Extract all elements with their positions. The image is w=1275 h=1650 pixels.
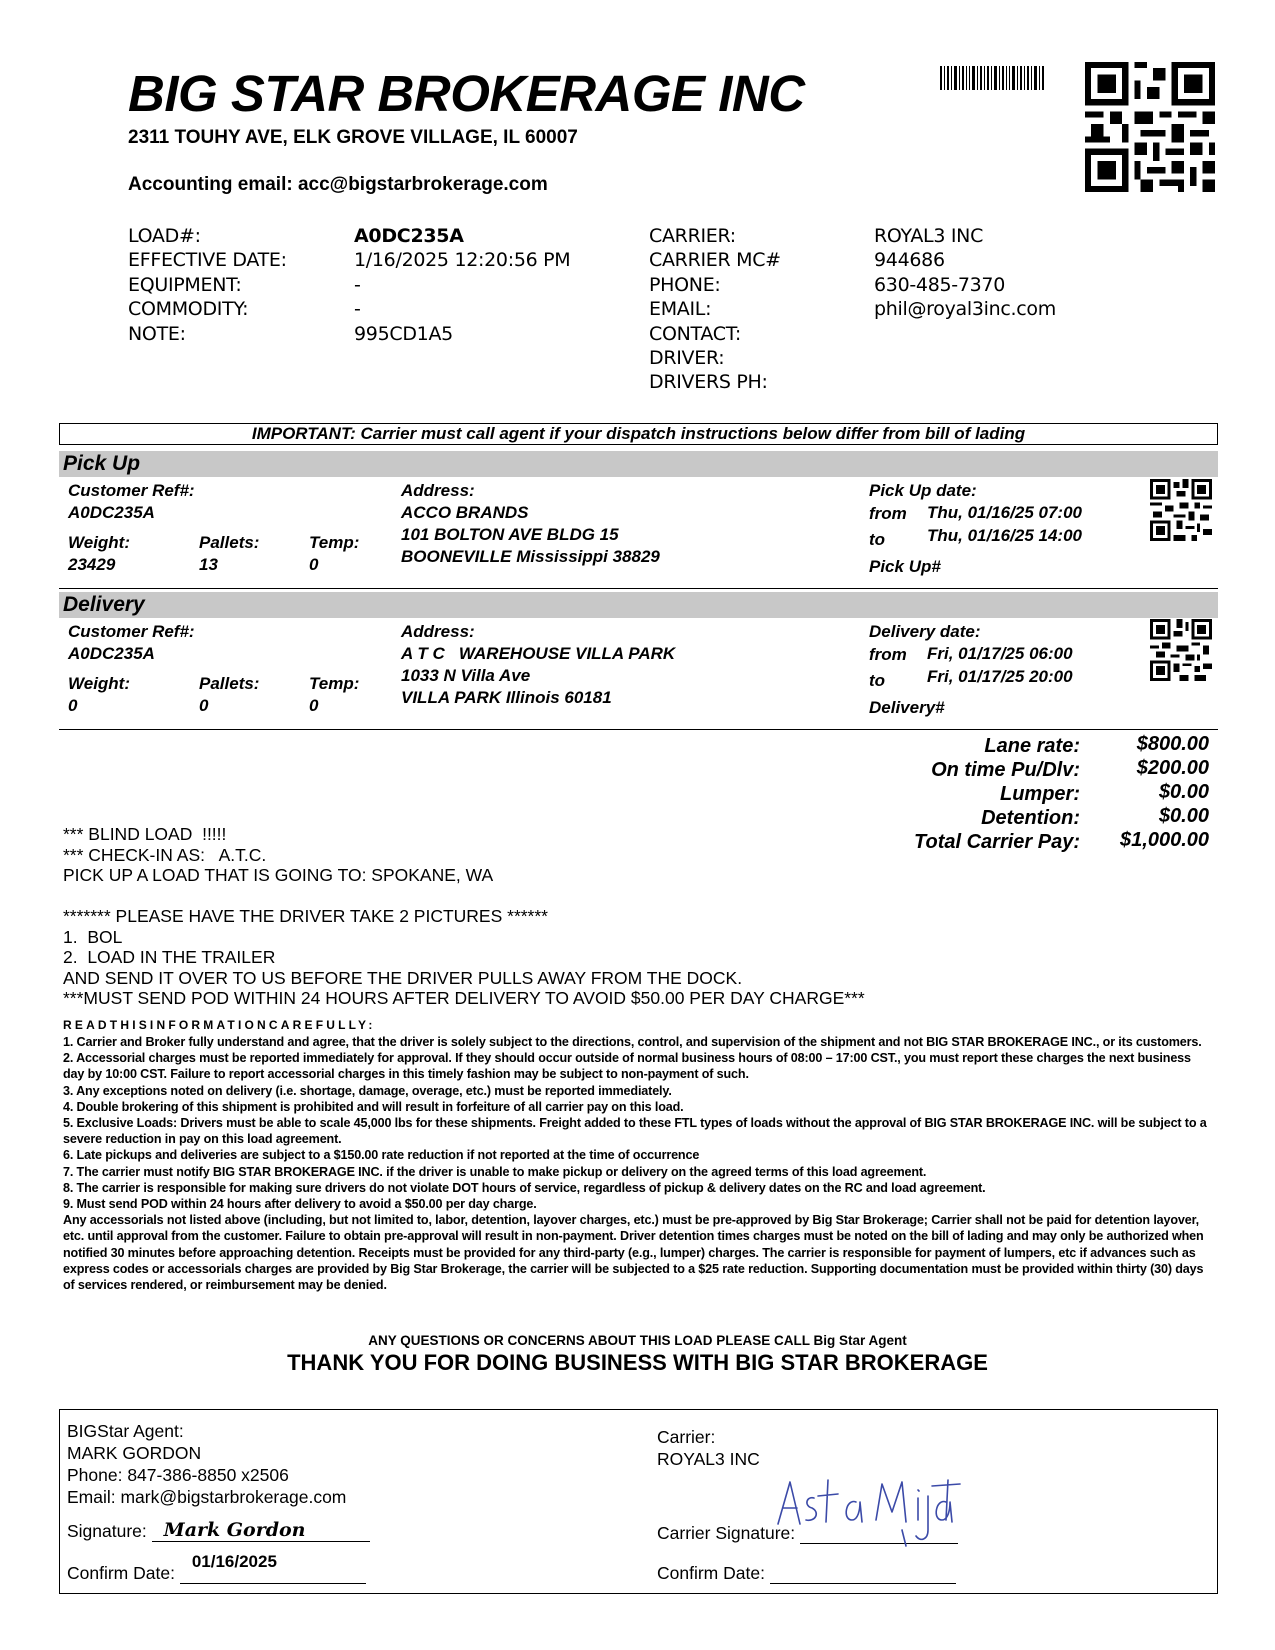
- dispatch-instructions: *** BLIND LOAD !!!!! *** CHECK-IN AS: A.T.C. PICK UP A LOAD THAT IS GOING TO: SPOKANE, WA ******* PLEASE HAVE THE DRIVER TAKE 2 PICTURES ****** 1. BOL 2. LOAD IN THE TRAILER AND SEND IT OVER TO US BEFORE THE DRIVER PULLS AWAY FROM THE DOCK. ***MUST SEND POD WITHIN 24 HOURS AFTER DELIVERY TO AVOID $50.00 PER DAY CHARGE***: [63, 824, 865, 1008]
- total-pay-label: Total Carrier Pay:: [914, 831, 1080, 853]
- on-time-label: On time Pu/Dlv:: [931, 759, 1080, 781]
- carrier-sig-name: ROYAL3 INC: [657, 1449, 760, 1469]
- delivery-address-line: VILLA PARK Illinois 60181: [401, 688, 612, 707]
- pickup-cust-ref-label: Customer Ref#:: [68, 481, 195, 500]
- driver-label: DRIVER:: [649, 346, 725, 369]
- term-item: 1. Carrier and Broker fully understand and agree, that the driver is solely subject to the directions, control, and supervision of the shipment and not BIG STAR BROKERAGE INC., or its customers.: [63, 1035, 1202, 1049]
- carrier-mc-label: CARRIER MC#: [649, 249, 781, 272]
- carrier-confirm-label: Confirm Date:: [657, 1563, 765, 1583]
- pickup-cust-ref: A0DC235A: [68, 503, 155, 522]
- effective-date-label: EFFECTIVE DATE:: [128, 249, 287, 272]
- lane-rate-value: $800.00: [1136, 733, 1209, 755]
- lumper-value: $0.00: [1158, 781, 1209, 803]
- term-item: 9. Must send POD within 24 hours after delivery to avoid a $50.00 per day charge.: [63, 1197, 537, 1212]
- questions-note: ANY QUESTIONS OR CONCERNS ABOUT THIS LOAD PLEASE CALL Big Star Agent: [368, 1333, 907, 1348]
- agent-name: MARK GORDON: [67, 1443, 202, 1463]
- carrier-name: ROYAL3 INC: [874, 225, 984, 247]
- carrier-info-values: [874, 224, 1056, 395]
- term-item: 5. Exclusive Loads: Drivers must be able to scale 45,000 lbs for these shipments. Freight added to these FTL types of loads without the approval of BIG STAR BROKERAGE INC. will be subject to a severe reduction in pay on this load agreement.: [63, 1116, 1207, 1147]
- carrier-handwritten-signature: [772, 1472, 962, 1548]
- on-time-value: $200.00: [1136, 757, 1209, 779]
- delivery-weight-label: Weight:: [68, 674, 131, 693]
- term-item: 6. Late pickups and deliveries are subject to a $150.00 rate reduction if not reported at the time of occurrence: [63, 1148, 700, 1163]
- agent-email: Email: mark@bigstarbrokerage.com: [67, 1487, 347, 1507]
- phone-label: PHONE:: [649, 273, 721, 296]
- delivery-from: Fri, 01/17/25 06:00: [927, 644, 1073, 663]
- agent-confirm-date: 01/16/2025: [191, 1552, 277, 1571]
- pickup-section-header: Pick Up: [59, 451, 1218, 477]
- delivery-date-label: Delivery date:: [869, 622, 981, 641]
- term-item: 8. The carrier is responsible for making sure drivers do not violate DOT hours of service, regardless of pickup & delivery dates on the RC and load agreement.: [63, 1180, 986, 1195]
- carrier-confirm-line[interactable]: [770, 1563, 956, 1584]
- equipment-label: EQUIPMENT:: [128, 273, 242, 296]
- rates-labels: [840, 734, 1080, 854]
- total-pay-value: $1,000.00: [1120, 829, 1209, 851]
- delivery-qr-code-icon: [1150, 619, 1212, 681]
- delivery-pallets-label: Pallets:: [199, 674, 260, 693]
- delivery-number-label: Delivery#: [869, 698, 945, 717]
- note-label: NOTE:: [128, 322, 186, 345]
- rates-values: [1085, 732, 1209, 852]
- email-label: EMAIL:: [649, 298, 712, 321]
- term-item: 2. Accessorial charges must be reported immediately for approval. If they should occur outside of normal business hours of 08:00 – 17:00 CST., you must report these charges the next business day by 10:00 CST. Failure to report accessorial charges in this timely fashion may be subject to non-payment of such.: [63, 1051, 1191, 1082]
- carrier-driver: [874, 346, 1056, 370]
- load-info-values: [354, 224, 570, 346]
- pickup-number-label: Pick Up#: [869, 557, 941, 576]
- lumper-label: Lumper:: [1000, 783, 1080, 805]
- pickup-weight: 23429: [68, 555, 116, 574]
- carrier-signature-label: Carrier Signature:: [657, 1523, 796, 1543]
- pickup-address-line: 101 BOLTON AVE BLDG 15: [401, 525, 619, 544]
- carrier-contact: [874, 322, 1056, 346]
- delivery-to: Fri, 01/17/25 20:00: [927, 667, 1073, 686]
- commodity-label: COMMODITY:: [128, 298, 249, 321]
- pickup-address-label: Address:: [401, 481, 475, 500]
- carrier-sig-label: Carrier:: [657, 1427, 716, 1447]
- pickup-from-label: from: [869, 504, 907, 523]
- thank-you-message: THANK YOU FOR DOING BUSINESS WITH BIG STAR BROKERAGE: [287, 1350, 988, 1375]
- pickup-pallets: 13: [199, 555, 218, 574]
- delivery-address-line: A T C WAREHOUSE VILLA PARK: [401, 644, 676, 663]
- pickup-temp: 0: [309, 555, 319, 574]
- delivery-address-line: 1033 N Villa Ave: [401, 666, 531, 685]
- pickup-temp-label: Temp:: [309, 533, 360, 552]
- term-item: 7. The carrier must notify BIG STAR BROKERAGE INC. if the driver is unable to make pickup or delivery on the agreed terms of this load agreement.: [63, 1164, 927, 1179]
- company-address: 2311 TOUHY AVE, ELK GROVE VILLAGE, IL 60007: [128, 127, 578, 148]
- delivery-from-label: from: [869, 645, 907, 664]
- agent-confirm-label: Confirm Date:: [67, 1563, 175, 1583]
- carrier-info-labels: [649, 224, 781, 395]
- delivery-temp: 0: [309, 696, 319, 715]
- effective-date: 1/16/2025 12:20:56 PM: [354, 249, 571, 272]
- carrier-mc: 944686: [874, 249, 945, 272]
- pickup-address-line: ACCO BRANDS: [401, 503, 529, 522]
- important-notice: IMPORTANT: Carrier must call agent if your dispatch instructions below differ from bill of lading: [59, 423, 1218, 445]
- pickup-weight-label: Weight:: [68, 533, 131, 552]
- equipment-value: -: [354, 273, 361, 296]
- qr-code-icon: [1085, 62, 1215, 192]
- term-item: 4. Double brokering of this shipment is prohibited and will result in forfeiture of all carrier pay on this load.: [63, 1099, 684, 1114]
- agent-signature-line[interactable]: [152, 1521, 370, 1542]
- agent-signature-label: Signature:: [67, 1521, 147, 1541]
- company-name: BIG STAR BROKERAGE INC: [128, 65, 805, 122]
- delivery-cust-ref: A0DC235A: [68, 644, 155, 663]
- carrier-confirm-row: [657, 1562, 956, 1584]
- agent-phone: Phone: 847-386-8850 x2506: [67, 1465, 289, 1485]
- pickup-date-label: Pick Up date:: [869, 481, 977, 500]
- lane-rate-label: Lane rate:: [984, 735, 1080, 757]
- agent-signature: Mark Gordon: [163, 1519, 306, 1541]
- delivery-weight: 0: [68, 696, 78, 715]
- contact-label: CONTACT:: [649, 322, 742, 345]
- delivery-section-header: Delivery: [59, 592, 1218, 618]
- pickup-address-line: BOONEVILLE Mississippi 38829: [401, 547, 660, 566]
- pickup-to-label: to: [869, 530, 886, 549]
- delivery-to-label: to: [869, 671, 886, 690]
- accounting-email: Accounting email: acc@bigstarbrokerage.com: [128, 174, 548, 195]
- agent-label: BIGStar Agent:: [67, 1421, 184, 1441]
- pickup-qr-code-icon: [1150, 479, 1212, 541]
- terms-heading: READTHISINFORMATIONCAREFULLY:: [63, 1018, 376, 1032]
- pickup-from: Thu, 01/16/25 07:00: [927, 503, 1082, 522]
- note-value: 995CD1A5: [354, 322, 453, 345]
- agent-block: [67, 1420, 346, 1508]
- section-divider: [59, 729, 1218, 730]
- carrier-phone: 630-485-7370: [874, 273, 1005, 296]
- section-divider: [59, 588, 1218, 589]
- load-label: LOAD#:: [128, 225, 201, 247]
- term-item: 3. Any exceptions noted on delivery (i.e. shortage, damage, overage, etc.) must be reported immediately.: [63, 1083, 672, 1098]
- detention-value: $0.00: [1158, 805, 1209, 827]
- delivery-address-label: Address:: [401, 622, 475, 641]
- pickup-pallets-label: Pallets:: [199, 533, 260, 552]
- term-item: Any accessorials not listed above (including, but not limited to, labor, detention, layover charges, etc.) must be pre-approved by Big Star Brokerage; Carrier shall not be paid for detention layover, etc. until approval from the customer. Failure to obtain pre-approval will result in non-payment. Driver detention times charges must be noted on the bill of lading and may only be authorized when notified 30 minutes before approaching detention. Receipts must be provided for any third-party (e.g., lumper) charges. The carrier is responsible for payment of lumpers, etc if advances such as express codes or accessorials charges are provided by Big Star Brokerage, the carrier will be subjected to a $25 rate reduction. Supporting documentation must be provided within thirty (30) days of services rendered, or reimbursement may be denied.: [63, 1213, 1204, 1293]
- carrier-driver-phone: [874, 370, 1056, 394]
- signature-box: [59, 1409, 1218, 1594]
- pickup-to: Thu, 01/16/25 14:00: [927, 526, 1082, 545]
- delivery-cust-ref-label: Customer Ref#:: [68, 622, 195, 641]
- agent-confirm-line[interactable]: [180, 1552, 366, 1584]
- load-info-labels: [128, 224, 287, 346]
- detention-label: Detention:: [981, 807, 1080, 829]
- agent-confirm-row: [67, 1552, 366, 1584]
- carrier-label: CARRIER:: [649, 225, 736, 247]
- load-number: A0DC235A: [354, 225, 464, 247]
- drivers-ph-label: DRIVERS PH:: [649, 371, 768, 394]
- commodity-value: -: [354, 298, 361, 321]
- carrier-sig-block: [657, 1426, 760, 1470]
- agent-signature-row: [67, 1520, 370, 1542]
- delivery-pallets: 0: [199, 696, 209, 715]
- delivery-temp-label: Temp:: [309, 674, 360, 693]
- barcode-icon: [940, 66, 1044, 90]
- carrier-email: phil@royal3inc.com: [874, 298, 1056, 321]
- terms-list: [63, 1034, 1213, 1293]
